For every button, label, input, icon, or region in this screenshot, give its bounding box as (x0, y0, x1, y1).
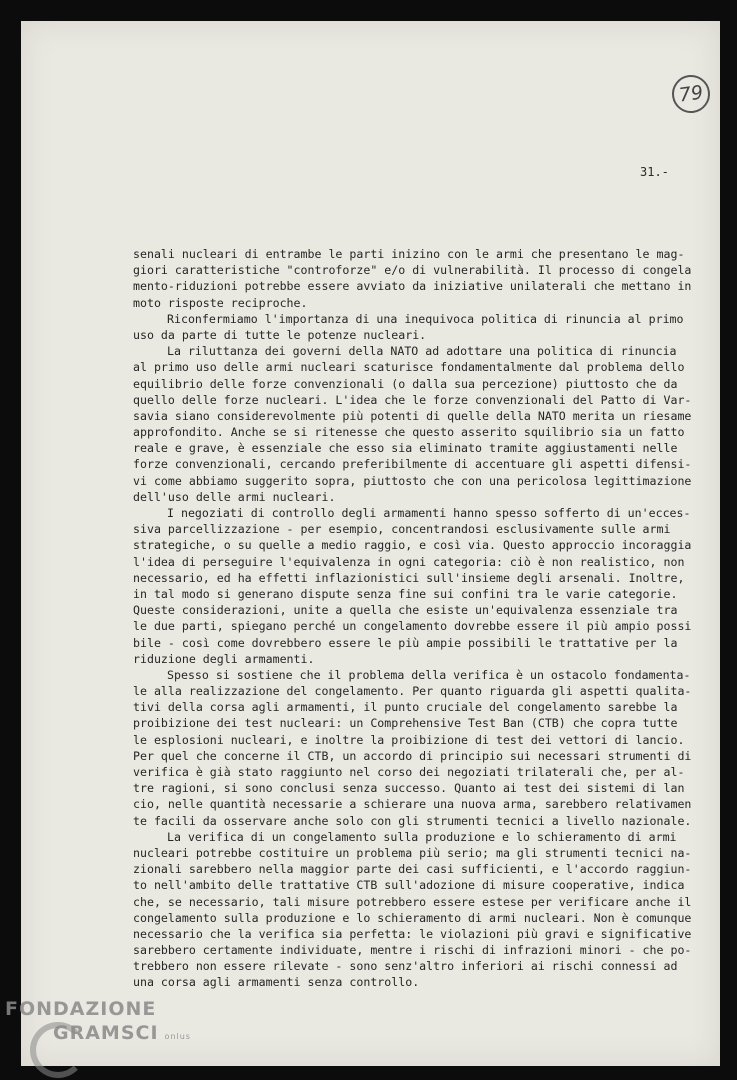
text-line: Per quel che concerne il CTB, un accordo di principio sui necessari strumenti di (133, 748, 692, 763)
archive-stamp-number: 79 (677, 81, 705, 107)
text-line: approfondito. Anche se si ritenesse che questo asserito squilibrio sia un fatto (133, 425, 685, 440)
text-line: trebbero non essere rilevate - sono senz'altro inferiori ai rischi connessi ad (133, 959, 678, 974)
text-line: al primo uso delle armi nucleari scaturisce fondamentalmente dal problema dello (133, 360, 685, 375)
text-line: verifica è già stato raggiunto nel corso dei negoziati trilaterali che, per al- (133, 765, 685, 779)
text-line: nucleari potrebbe costituire un problema più serio; ma gli strumenti tecnici na- (133, 845, 692, 860)
text-line: equilibrio delle forze convenzionali (o dalla sua percezione) piuttosto che da (133, 376, 678, 391)
text-line: le esplosioni nucleari, e inoltre la proibizione di test dei vettori di lancio. (133, 732, 685, 747)
paragraph-start-line: I negoziati di controllo degli armamenti hanno spesso sofferto di un'ecces- (167, 506, 691, 520)
text-line: riduzione degli armamenti. (133, 651, 315, 666)
text-line: necessario che la verifica sia perfetta: le violazioni più gravi e significative (133, 926, 692, 941)
text-line: tivi della corsa agli armamenti, il punto cruciale del congelamento sarebbe la (133, 700, 678, 715)
text-line: reale e grave, è essenziale che esso sia eliminato tramite aggiustamenti nelle (133, 441, 678, 456)
text-line: forze convenzionali, cercando preferibilmente di accentuare gli aspetti difensi- (133, 457, 692, 472)
text-line: le due parti, spiegano perché un congelamento dovrebbe essere il più ampio possi (133, 619, 692, 634)
text-line: mento-riduzioni potrebbe essere avviato da iniziative unilaterali che mettano in (133, 279, 692, 294)
text-line: giori caratteristiche "controforze" e/o di vulnerabilità. Il processo di congela (133, 263, 692, 278)
text-line: cio, nelle quantità necessarie a schierare una nuova arma, sarebbero relativamen (133, 797, 692, 812)
page-number: 31.- (640, 165, 669, 179)
paragraph-start-line: La verifica di un congelamento sulla produzione e lo schieramento di armi (167, 829, 677, 844)
text-line: una corsa agli armamenti senza controllo. (133, 975, 420, 990)
paragraph-start-line: Riconfermiamo l'importanza di una inequivoca politica di rinuncia al primo (167, 311, 684, 326)
text-line: sarebbero certamente individuate, mentre i rischi di infrazioni minori - che po- (133, 943, 692, 958)
text-line: to nell'ambito delle trattative CTB sull'adozione di misure cooperative, indica (133, 878, 685, 893)
text-line: in tal modo si generano dispute senza fine sui confini tra le varie categorie. (133, 586, 678, 601)
text-line: proibizione dei test nucleari: un Comprehensive Test Ban (CTB) che copra tutte (133, 716, 678, 731)
text-line: zionali sarebbero nella maggior parte dei casi sufficienti, e l'accordo raggiun- (133, 862, 692, 877)
text-line: uso da parte di tutte le potenze nucleari. (133, 327, 427, 342)
text-line: Queste considerazioni, unite a quella che esiste un'equivalenza essenziale tra (133, 603, 678, 618)
watermark-suffix: onlus (164, 1032, 191, 1041)
text-line: siva parcellizzazione - per esempio, concentrandosi esclusivamente sulle armi (133, 522, 671, 537)
text-line: vi come abbiamo suggerito sopra, piuttosto che con una pericolosa legittimazione (133, 473, 692, 488)
archive-stamp (670, 73, 713, 116)
text-line: bile - così come dovrebbero essere le più ampie possibili le trattative per la (133, 635, 678, 650)
text-line: savia siano considerevolmente più potenti di quelle della NATO merita un riesame (133, 408, 692, 423)
text-line: congelamento sulla produzione e lo schieramento di armi nucleari. Non è comunque (133, 910, 692, 925)
text-line: necessario, ed ha effetti inflazionistici sull'insieme degli arsenali. Inoltre, (133, 570, 685, 585)
watermark-line-1: FONDAZIONE (5, 998, 157, 1020)
watermark-name: GRAMSCI (53, 1022, 159, 1044)
paragraph-start-line: Spesso si sostiene che il problema della verifica è un ostacolo fondamenta- (167, 667, 691, 682)
text-line: tre ragioni, si sono conclusi senza successo. Quanto ai test dei sistemi di lan (133, 781, 685, 796)
text-line: strategiche, o su quelle a medio raggio, e così via. Questo approccio incoraggia (133, 538, 692, 553)
text-line: senali nucleari di entrambe le parti inizino con le armi che presentano le mag- (133, 247, 685, 261)
paragraph-start-line: La riluttanza dei governi della NATO ad adottare una politica di rinuncia (167, 344, 677, 359)
watermark (5, 998, 191, 1044)
text-line: quello delle forze nucleari. L'idea che le forze convenzionali del Patto di Var- (133, 392, 692, 407)
text-line: dell'uso delle armi nucleari. (133, 489, 336, 504)
text-line: le alla realizzazione del congelamento. Per quanto riguarda gli aspetti qualita- (133, 684, 692, 699)
text-line: moto risposte reciproche. (133, 295, 308, 310)
document-body (133, 246, 693, 991)
text-line: te facili da osservare anche solo con gli strumenti tecnici a livello nazionale. (133, 813, 692, 828)
text-line: che, se necessario, tali misure potrebbero essere estese per verificare anche il (133, 894, 692, 909)
watermark-line-2 (5, 1022, 191, 1044)
text-line: l'idea di perseguire l'equivalenza in ogni categoria: ciò è non realistico, non (133, 554, 685, 569)
